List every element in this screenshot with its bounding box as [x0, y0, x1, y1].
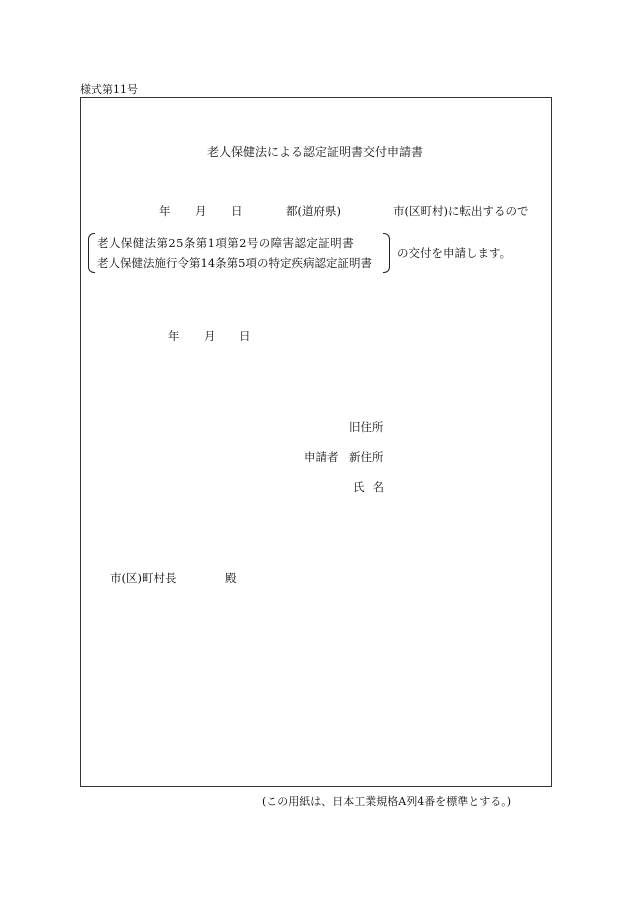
applicant-label: 申請者	[304, 450, 339, 464]
right-bracket	[383, 233, 390, 273]
application-day-label: 日	[239, 329, 251, 343]
document-title: 老人保健法による認定証明書交付申請書	[206, 145, 423, 159]
left-bracket	[88, 233, 95, 273]
new-address-label: 新住所	[349, 450, 384, 464]
form-frame	[80, 97, 552, 787]
move-day-label: 日	[231, 204, 243, 218]
move-year-label: 年	[159, 204, 171, 218]
city-move-text: 市(区町村)に転出するので	[393, 204, 529, 218]
move-month-label: 月	[195, 204, 207, 218]
application-year-label: 年	[168, 329, 180, 343]
application-month-label: 月	[204, 329, 216, 343]
certificate-option-specific-disease: 老人保健法施行令第14条第5項の特定疾病認定証明書	[97, 256, 372, 270]
form-number: 様式第11号	[80, 83, 138, 96]
honorific: 殿	[225, 571, 237, 585]
footer-note: (この用紙は、日本工業規格A列4番を標準とする。)	[262, 795, 512, 808]
name-label: 氏名	[353, 480, 392, 494]
prefecture-label: 都(道府県)	[286, 204, 341, 218]
apply-text: の交付を申請します。	[397, 246, 512, 260]
old-address-label: 旧住所	[349, 420, 384, 434]
certificate-option-disability: 老人保健法第25条第1項第2号の障害認定証明書	[97, 236, 354, 250]
addressee-label: 市(区)町村長	[110, 571, 177, 585]
